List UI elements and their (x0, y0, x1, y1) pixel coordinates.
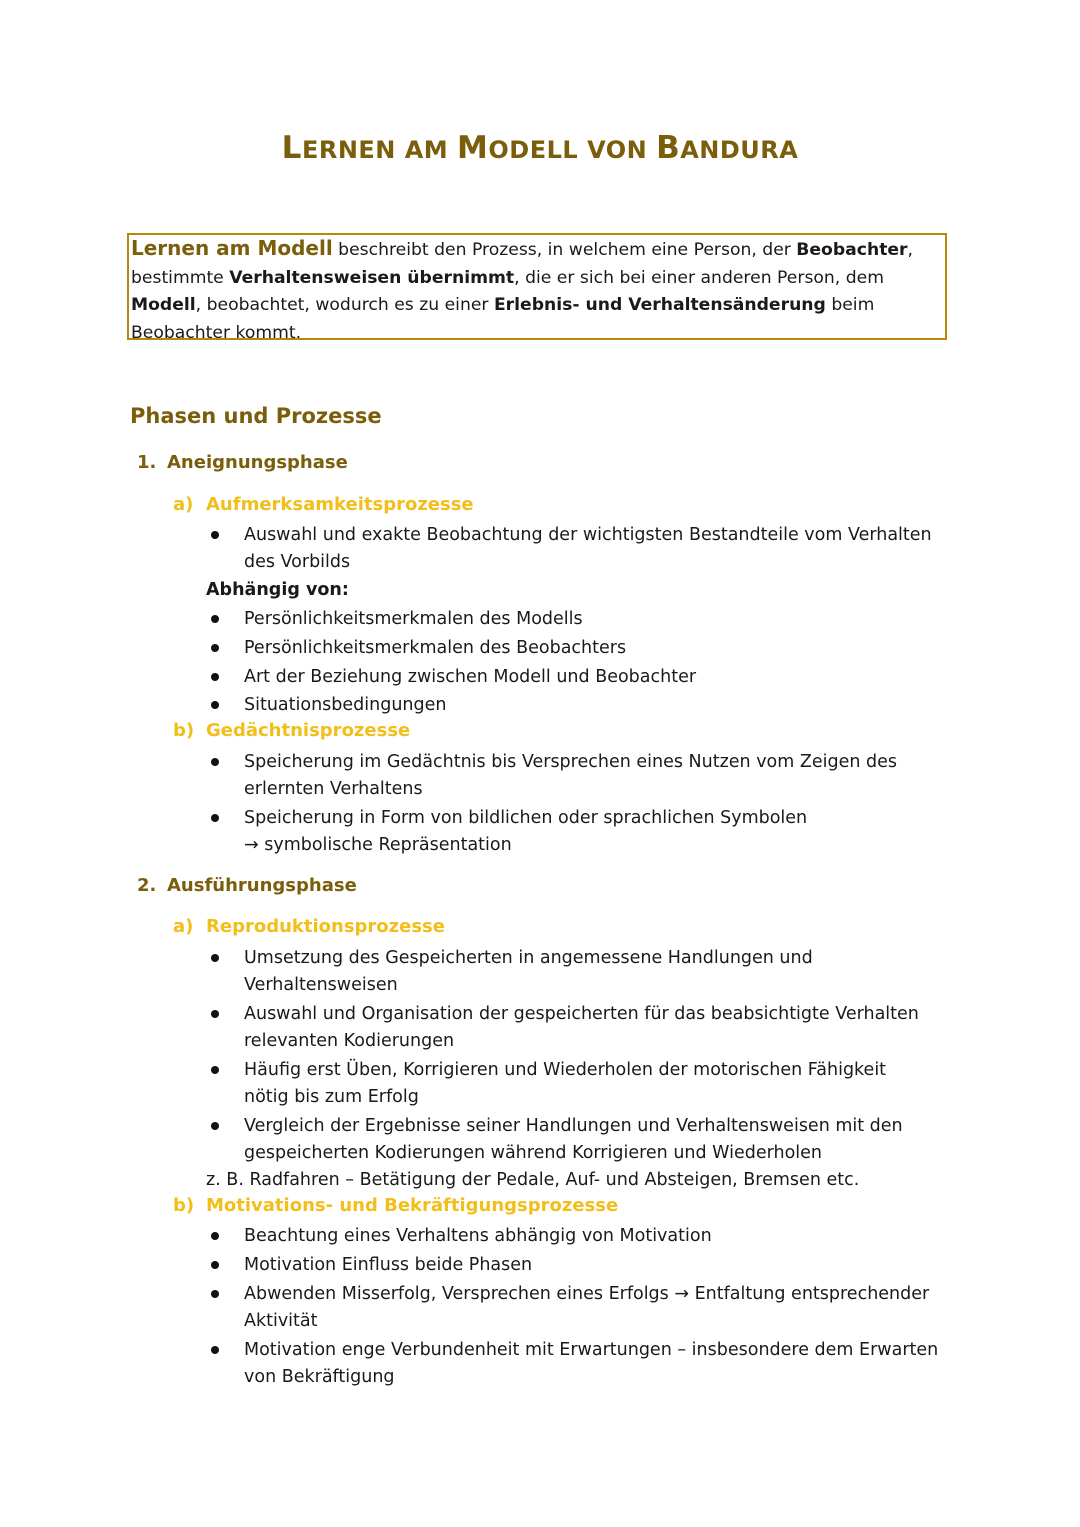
process-letter: a) (173, 916, 194, 937)
definition-line (131, 235, 945, 265)
list-item-text: Persönlichkeitsmerkmalen des Modells (244, 609, 583, 629)
list-item-text: Aktivität (244, 1311, 318, 1331)
process-label: Aufmerksamkeitsprozesse (206, 494, 474, 515)
definition-line (131, 265, 945, 293)
definition-bold: Verhaltensweisen übernimmt (229, 267, 515, 288)
definition-bold: Beobachter (796, 240, 908, 260)
definition-line (131, 292, 945, 320)
phase-number: 2. (137, 875, 157, 896)
definition-text: , die er sich bei einer anderen Person, dem (514, 267, 884, 288)
bullet-icon (211, 644, 219, 652)
process-heading (173, 916, 445, 937)
title-part: ODELL VON (488, 136, 657, 164)
list-item-text: Auswahl und exakte Beobachtung der wichtigsten Bestandteile vom Verhalten (244, 525, 932, 545)
bullet-icon (211, 531, 219, 539)
title-part: ANDURA (680, 136, 799, 164)
definition-text: , beobachtet, wodurch es zu einer (195, 295, 494, 315)
list-item-text: nötig bis zum Erfolg (244, 1087, 419, 1107)
list-item-text: → symbolische Repräsentation (244, 835, 512, 855)
phase-label: Aneignungsphase (167, 452, 348, 473)
list-item-text: des Vorbilds (244, 552, 351, 572)
list-item-text: Motivation Einfluss beide Phasen (244, 1255, 533, 1275)
bullet-icon (211, 1010, 219, 1018)
definition-text: bestimmte (131, 267, 230, 288)
bullet-icon (211, 1346, 219, 1354)
bullet-icon (211, 701, 219, 709)
definition-text: beim (825, 295, 875, 315)
section-heading: Phasen und Prozesse (130, 404, 382, 428)
example-text: z. B. Radfahren – Betätigung der Pedale, Auf- und Absteigen, Bremsen etc. (206, 1170, 860, 1190)
process-letter: b) (173, 1195, 195, 1216)
list-item-text: Abwenden Misserfolg, Versprechen eines Erfolgs → Entfaltung entsprechender (244, 1284, 930, 1304)
dependency-label: Abhängig von: (206, 580, 349, 600)
bullet-icon (211, 1066, 219, 1074)
bullet-icon (211, 1261, 219, 1269)
process-label: Motivations- und Bekräftigungsprozesse (206, 1195, 619, 1216)
process-label: Reproduktionsprozesse (206, 916, 445, 937)
definition-bold: Erlebnis- und Verhaltensänderung (493, 295, 826, 315)
list-item-text: von Bekräftigung (244, 1367, 395, 1387)
definition-text: Beobachter kommt. (131, 322, 302, 343)
bullet-icon (211, 1290, 219, 1298)
list-item-text: Verhaltensweisen (244, 975, 398, 995)
list-item-text: Beachtung eines Verhaltens abhängig von Motivation (244, 1226, 712, 1246)
list-item-text: relevanten Kodierungen (244, 1031, 455, 1051)
process-letter: a) (173, 494, 194, 515)
phase-heading (137, 875, 357, 896)
list-item-text: Speicherung im Gedächtnis bis Versprechen eines Nutzen vom Zeigen des (244, 752, 898, 772)
definition-text: beschreibt den Prozess, in welchem eine Person, der (332, 240, 797, 260)
title-part: ERNEN AM (301, 136, 458, 164)
definition-box (127, 233, 947, 343)
list-item-text: Umsetzung des Gespeicherten in angemessene Handlungen und (244, 948, 813, 968)
bullet-icon (211, 954, 219, 962)
phase-number: 1. (137, 452, 157, 473)
bullet-icon (211, 1232, 219, 1240)
process-label: Gedächtnisprozesse (206, 720, 411, 741)
definition-text: , (907, 240, 914, 260)
list-item-text: Vergleich der Ergebnisse seiner Handlungen und Verhaltensweisen mit den (244, 1116, 903, 1136)
bullet-icon (211, 615, 219, 623)
list-item-text: Persönlichkeitsmerkmalen des Beobachters (244, 638, 627, 658)
list-item-text: Situationsbedingungen (244, 695, 447, 715)
title-part: B (656, 130, 681, 166)
process-heading (173, 494, 474, 515)
list-item-text: erlernten Verhaltens (244, 779, 423, 799)
definition-line (131, 320, 945, 348)
phase-heading (137, 452, 348, 473)
bullet-icon (211, 814, 219, 822)
list-item-text: Häufig erst Üben, Korrigieren und Wiederholen der motorischen Fähigkeit (244, 1060, 887, 1080)
bullet-icon (211, 673, 219, 681)
list-item-text: Art der Beziehung zwischen Modell und Beobachter (244, 667, 697, 687)
phase-label: Ausführungsphase (167, 875, 357, 896)
list-item-text: Auswahl und Organisation der gespeicherten für das beabsichtigte Verhalten (244, 1004, 919, 1024)
page-title (0, 130, 1080, 166)
definition-bold: Modell (131, 295, 196, 315)
process-letter: b) (173, 720, 195, 741)
process-heading (173, 720, 410, 741)
bullet-icon (211, 1122, 219, 1130)
list-item-text: Motivation enge Verbundenheit mit Erwartungen – insbesondere dem Erwarten (244, 1340, 939, 1360)
process-heading (173, 1195, 618, 1216)
list-item-text: gespeicherten Kodierungen während Korrigieren und Wiederholen (244, 1143, 823, 1163)
title-part: L (281, 130, 302, 166)
definition-term: Lernen am Modell (131, 236, 333, 260)
title-part: M (457, 130, 489, 166)
list-item-text: Speicherung in Form von bildlichen oder sprachlichen Symbolen (244, 808, 808, 828)
bullet-icon (211, 758, 219, 766)
